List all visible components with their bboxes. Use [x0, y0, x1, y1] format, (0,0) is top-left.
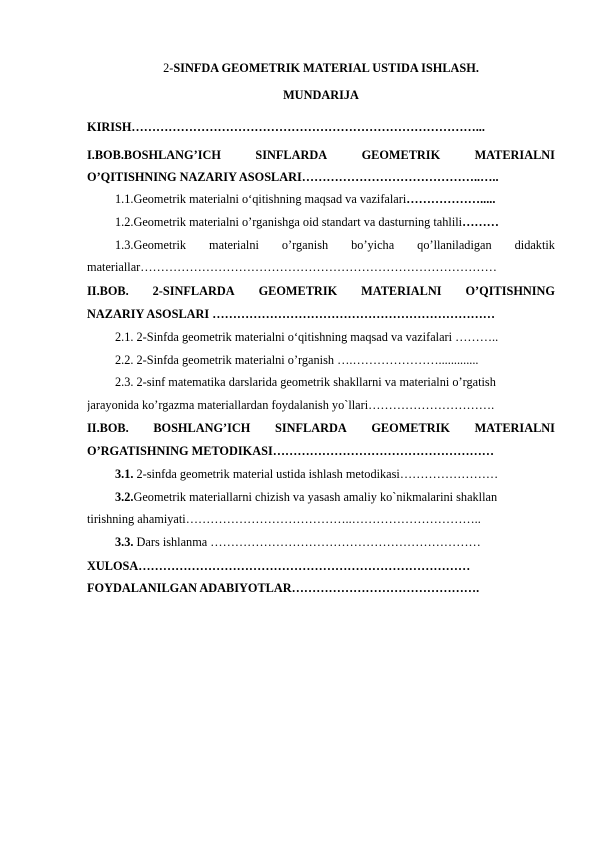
toc-item-3-2-line1: [87, 489, 555, 505]
toc-word: O’QITISHNING: [465, 284, 555, 298]
toc-word: didaktik: [514, 238, 555, 252]
toc-item-2-1: 2.1. 2-Sinfda geometrik materialni o‘qitishning maqsad va vazifalari ………..: [115, 330, 499, 344]
toc-item-1-3-line1: [87, 237, 555, 253]
document-title: [87, 60, 555, 76]
toc-word: GEOMETRIK: [371, 421, 450, 435]
toc-item-1-1: [87, 191, 555, 207]
toc-chapter2-line1: [87, 283, 555, 299]
toc-kirish: KIRISH…………………………………………………………………………...: [87, 120, 485, 134]
toc-word: 2-SINFLARDA: [152, 284, 235, 298]
toc-word: qo’llaniladigan: [417, 238, 492, 252]
toc-chapter3-line1: [87, 420, 555, 436]
toc-word: GEOMETRIK: [361, 148, 441, 162]
toc-item-2-3-line2: jarayonida ko’rgazma materiallardan foydalanish yo`llari………………………….: [87, 398, 495, 412]
toc-word: bo’yicha: [351, 238, 395, 252]
toc-references: FOYDALANILGAN ADABIYOTLAR……………………………………….: [87, 581, 480, 595]
toc-item-text: Dars ishlanma …………………………………………………………: [133, 535, 481, 549]
toc-chapter2-line2: NAZARIY ASOSLARI ……………………………………………………………: [87, 307, 496, 321]
toc-item-number: 3.3.: [115, 535, 134, 549]
toc-item-3-3: [87, 534, 555, 550]
toc-item-2-3-line1: 2.3. 2-sinf matematika darslarida geometrik shakllarni va materialni o’rgatish: [115, 375, 496, 389]
toc-chapter1-line1: [87, 147, 555, 163]
toc-word: SINFLARDA: [255, 148, 328, 162]
toc-word: materialni: [209, 238, 259, 252]
toc-word: II.BOB.: [87, 421, 129, 435]
toc-word: MATERIALNI: [474, 148, 555, 162]
toc-word: MATERIALNI: [361, 284, 442, 298]
contents-heading: MUNDARIJA: [283, 88, 359, 102]
toc-dots: ……………….....: [406, 192, 496, 206]
toc-item-number: 3.2.: [115, 490, 134, 504]
toc-dots: ………: [462, 215, 499, 229]
toc-word: I.BOB.BOSHLANG’ICH: [87, 148, 221, 162]
toc-item-text: Geometrik materiallarni chizish va yasash amaliy ko`nikmalarini shakllan: [133, 490, 498, 504]
toc-chapter3-line2: O’RGATISHNING METODIKASI………………………………………………: [87, 444, 495, 458]
title-prefix: 2-: [163, 61, 174, 75]
toc-word: MATERIALNI: [474, 421, 555, 435]
toc-chapter1-line2: O’QITISHNING NAZARIY ASOSLARI……………………………………..…..: [87, 170, 499, 184]
toc-item-3-2-line2: tirishning ahamiyati…………………………………..…………………………..: [87, 512, 481, 526]
toc-item-text: 1.1.Geometrik materialni o‘qitishning maqsad va vazifalari: [115, 192, 407, 206]
toc-item-3-1: [87, 466, 555, 482]
toc-item-text: 2-sinfda geometrik material ustida ishlash metodikasi……………………: [133, 467, 499, 481]
toc-item-text: 1.2.Geometrik materialni o’rganishga oid standart va dasturning tahlili: [115, 215, 463, 229]
toc-word: 1.3.Geometrik: [115, 238, 187, 252]
toc-item-1-3-line2: materiallar……………………………………………………………………………: [87, 260, 497, 274]
toc-item-1-2: [87, 214, 555, 230]
toc-word: o’rganish: [281, 238, 329, 252]
toc-word: GEOMETRIK: [258, 284, 338, 298]
toc-word: BOSHLANG’ICH: [153, 421, 251, 435]
toc-word: SINFLARDA: [274, 421, 347, 435]
toc-item-2-2: 2.2. 2-Sinfda geometrik materialni o’rganish ….………………….............: [115, 353, 479, 367]
title-text: SINFDA GEOMETRIK MATERIAL USTIDA ISHLASH.: [173, 61, 479, 75]
toc-xulosa: XULOSA………………………………………………………………………: [87, 559, 471, 573]
toc-word: II.BOB.: [87, 284, 129, 298]
toc-item-number: 3.1.: [115, 467, 134, 481]
